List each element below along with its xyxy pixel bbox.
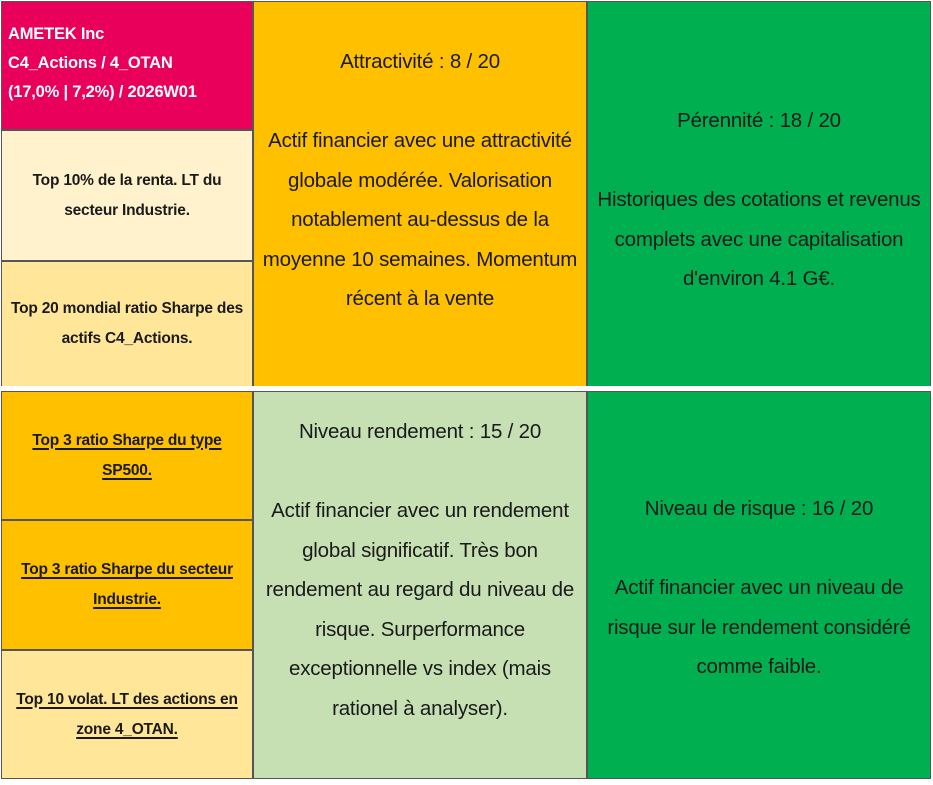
rendement-body: Actif financier avec un rendement global significatif. Très bon rendement au regard du niveau de risque. Surperformance exceptionnelle vs index (mais rationel à analyser). [265, 499, 575, 720]
asset-performance-week: (17,0% | 7,2%) / 2026W01 [8, 83, 197, 101]
note-sharpe-mondial-text: Top 20 mondial ratio Sharpe des actifs C4_Actions. [10, 300, 244, 347]
note-sharpe-sp500-text: Top 3 ratio Sharpe du type SP500. [32, 431, 222, 479]
attractivite-heading: Attractivité : 8 / 20 [340, 50, 500, 73]
note-renta-secteur [1, 130, 253, 261]
risque-body: Actif financier avec un niveau de risque sur le rendement considéré comme faible. [607, 576, 911, 678]
note-renta-secteur-text: Top 10% de la renta. LT du secteur Industrie. [32, 171, 222, 219]
risque-panel [587, 391, 931, 779]
risque-heading: Niveau de risque : 16 / 20 [644, 497, 874, 520]
perennite-heading: Pérennité : 18 / 20 [677, 109, 841, 132]
attractivite-body: Actif financier avec une attractivité globale modérée. Valorisation notablement au-dessus de la moyenne 10 semaines. Momentum récent à la vente [262, 129, 578, 310]
attractivite-panel [253, 1, 587, 387]
perennite-body: Historiques des cotations et revenus complets avec une capitalisation d'environ 4.1 G€. [597, 188, 921, 290]
rendement-heading: Niveau rendement : 15 / 20 [298, 420, 542, 443]
perennite-panel [587, 1, 931, 387]
note-volat-otan-text: Top 10 volat. LT des actions en zone 4_OTAN. [16, 690, 238, 738]
asset-category: C4_Actions / 4_OTAN [8, 54, 173, 72]
note-sharpe-sp500 [1, 391, 253, 520]
note-sharpe-mondial [1, 261, 253, 387]
note-sharpe-industrie [1, 520, 253, 650]
note-volat-otan [1, 650, 253, 779]
note-sharpe-industrie-text: Top 3 ratio Sharpe du secteur Industrie. [21, 561, 233, 608]
rendement-panel [253, 391, 587, 779]
asset-name: AMETEK Inc [8, 25, 105, 43]
asset-title-block [1, 1, 253, 130]
